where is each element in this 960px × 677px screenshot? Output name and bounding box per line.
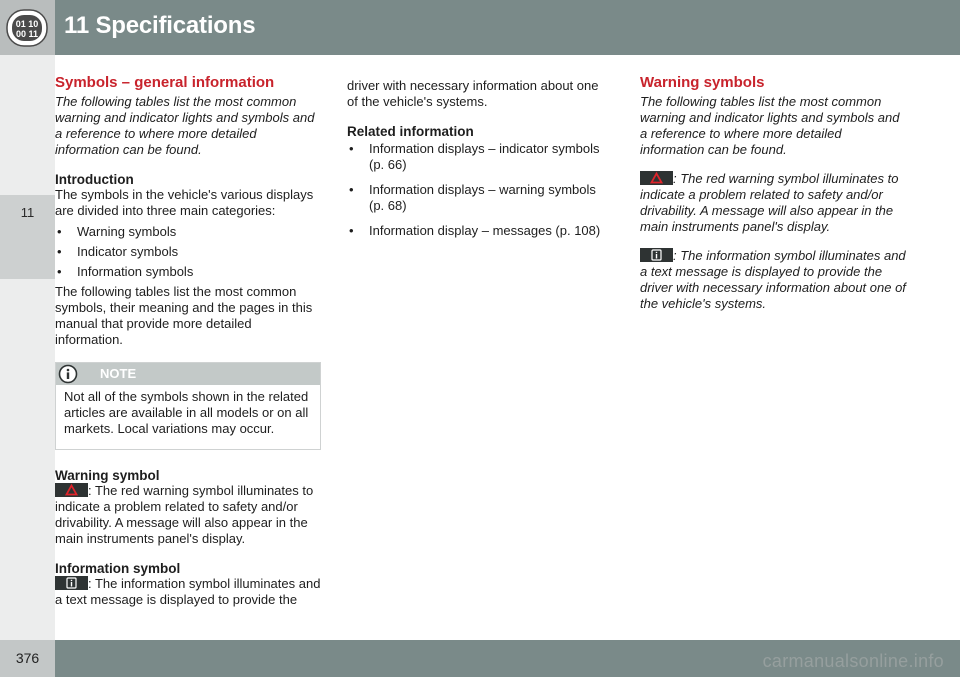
introduction-heading: Introduction [55, 172, 134, 187]
column-right [640, 74, 908, 312]
information-symbol-icon [55, 576, 88, 590]
bullet-icon: • [349, 182, 354, 197]
note-box [55, 362, 321, 450]
info-circle-icon [58, 364, 78, 384]
page-number: 376 [15, 650, 40, 666]
column-left [55, 74, 323, 608]
related-information-heading: Related information [347, 124, 474, 139]
related-link[interactable]: • Information displays – warning symbols (p. 68) [349, 182, 596, 213]
bullet-icon: • [57, 264, 62, 279]
column-middle [347, 74, 609, 243]
bullet-icon: • [349, 223, 354, 238]
bullet-icon: • [349, 141, 354, 156]
watermark: carmanualsonline.info [762, 651, 944, 671]
section-title: Symbols – general information [55, 74, 275, 91]
svg-text:01 10: 01 10 [15, 19, 39, 29]
related-list [347, 141, 609, 239]
list-item: • Indicator symbols [57, 244, 179, 259]
note-header [56, 363, 320, 385]
related-link[interactable]: • Information display – messages (p. 108) [349, 223, 601, 238]
warning-symbol-heading: Warning symbol [55, 468, 160, 483]
warning-triangle-icon [55, 483, 88, 497]
information-symbol-icon [640, 248, 673, 262]
warning-symbols-title: Warning symbols [640, 74, 765, 91]
list-item: • Warning symbols [57, 224, 177, 239]
warning-symbol-text: : The red warning symbol illuminates to indicate a problem related to safety and/or drivability. A message will also appear in the main instruments panel's display. [55, 483, 314, 546]
chapter-icon-box [0, 0, 55, 55]
continued-text: driver with necessary information about one of the vehicle's systems. [347, 78, 599, 109]
side-strip [0, 55, 55, 640]
list-item: • Information symbols [57, 264, 194, 279]
chapter-tab[interactable] [0, 195, 55, 279]
warning-symbol-description: : The red warning symbol illuminates to indicate a problem related to safety and/or drivability. A message will also appear in the main instruments panel's display. [640, 171, 899, 234]
section-intro: The following tables list the most common warning and indicator lights and symbols and a reference to where more detailed information can be found. [55, 94, 315, 157]
warning-symbols-intro: The following tables list the most common warning and indicator lights and symbols and a reference to where more detailed information can be found. [640, 94, 900, 157]
introduction-text: The symbols in the vehicle's various displays are divided into three main categories: [55, 187, 314, 218]
page-number-box [0, 640, 55, 677]
information-symbol-heading: Information symbol [55, 561, 181, 576]
category-list [55, 224, 323, 280]
related-link[interactable]: • Information displays – indicator symbols (p. 66) [349, 141, 600, 172]
information-symbol-description: : The information symbol illuminates and a text message is displayed to provide the driver with necessary information about one of the vehicle's systems. [640, 248, 906, 311]
following-text: The following tables list the most common symbols, their meaning and the pages in this manual that provide more detailed information. [55, 284, 313, 347]
chapter-number: 11 [20, 205, 35, 220]
bullet-icon: • [57, 224, 62, 239]
svg-text:00 11: 00 11 [15, 29, 39, 39]
information-symbol-text: : The information symbol illuminates and a text message is displayed to provide the [55, 576, 321, 607]
header-bar [55, 0, 960, 55]
page-title: 11 Specifications [64, 12, 256, 39]
specifications-chapter-icon [6, 9, 48, 47]
note-text: Not all of the symbols shown in the related articles are available in all models or on all markets. Local variations may occur. [64, 389, 309, 436]
bullet-icon: • [57, 244, 62, 259]
warning-triangle-icon [640, 171, 673, 185]
note-label: NOTE [100, 366, 137, 381]
